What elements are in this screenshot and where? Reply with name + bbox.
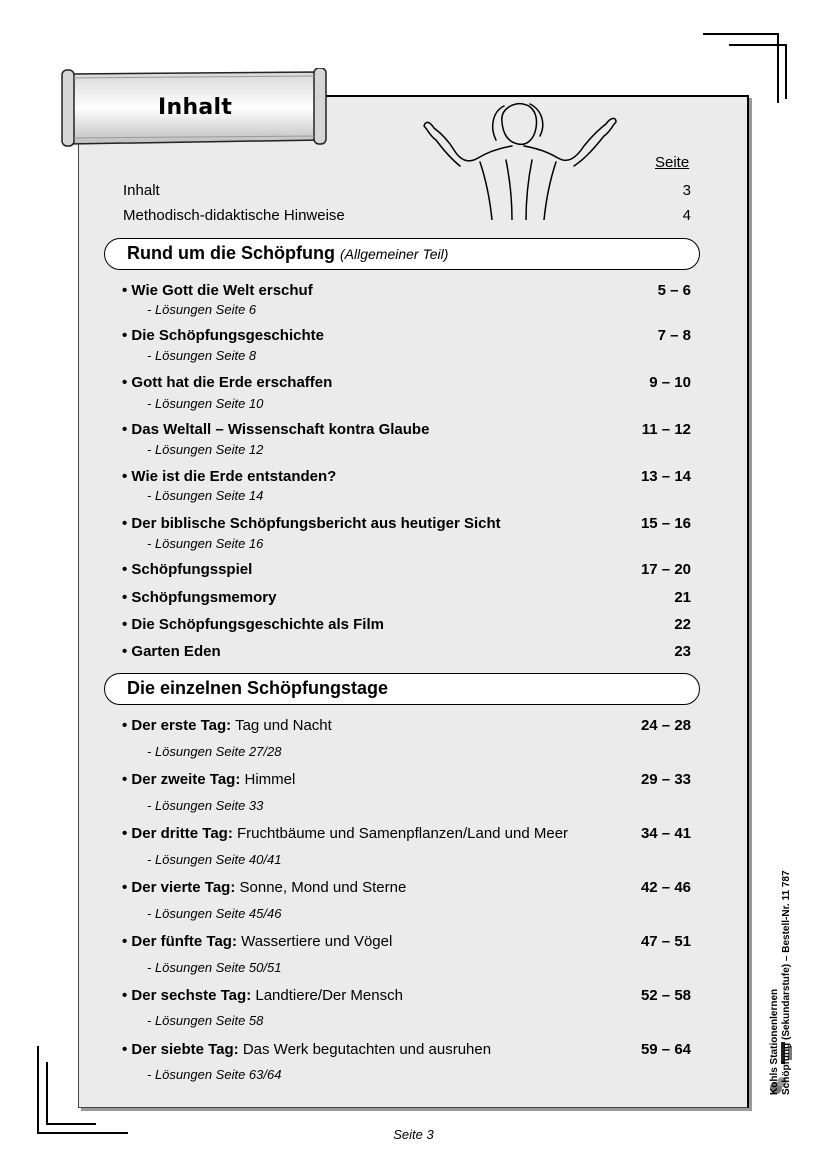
section-title-text: Die einzelnen Schöpfungstage — [127, 678, 389, 698]
toc-item-pages: 21 — [674, 589, 691, 606]
toc-item-pages: 11 – 12 — [641, 421, 691, 438]
toc-entry-inhalt: Inhalt — [123, 182, 160, 199]
toc-item-title: • Schöpfungsspiel — [122, 561, 253, 578]
toc-day-topic: Landtiere/Der Mensch — [251, 987, 403, 1004]
toc-item-pages: 59 – 64 — [640, 1041, 691, 1058]
toc-day-entry — [122, 987, 403, 1004]
toc-day-title: • Der siebte Tag: — [122, 1041, 239, 1058]
corner-bottom-left-v2 — [46, 1062, 48, 1125]
toc-item-solutions: - Lösungen Seite 40/41 — [147, 852, 282, 867]
toc-item-title: • Die Schöpfungsgeschichte als Film — [122, 616, 384, 633]
toc-day-topic: Fruchtbäume und Samenpflanzen/Land und Meer — [232, 825, 569, 842]
toc-day-entry — [122, 1041, 491, 1058]
toc-day-topic: Das Werk begutachten und ausruhen — [238, 1041, 492, 1058]
toc-day-title: • Der zweite Tag: — [122, 771, 241, 788]
toc-item-solutions: - Lösungen Seite 45/46 — [147, 906, 282, 921]
toc-item-pages: 9 – 10 — [649, 374, 691, 391]
section-title-paren: (Allgemeiner Teil) — [340, 246, 449, 262]
toc-page-hinweise: 4 — [682, 207, 691, 224]
publisher-info — [769, 870, 793, 1095]
toc-item-solutions: - Lösungen Seite 14 — [147, 488, 264, 503]
toc-item-solutions: - Lösungen Seite 12 — [147, 442, 264, 457]
corner-top-right-v2 — [785, 44, 787, 99]
toc-item-solutions: - Lösungen Seite 50/51 — [147, 960, 282, 975]
section-title — [127, 678, 388, 699]
toc-day-topic: Sonne, Mond und Sterne — [235, 879, 407, 896]
toc-item-pages: 5 – 6 — [657, 282, 691, 299]
corner-bottom-left-v1 — [37, 1046, 39, 1134]
toc-item-title: • Das Weltall – Wissenschaft kontra Glaube — [122, 421, 430, 438]
toc-item-pages: 47 – 51 — [640, 933, 691, 950]
toc-page-inhalt: 3 — [682, 182, 691, 199]
section-header-box — [104, 673, 700, 705]
toc-item-solutions: - Lösungen Seite 33 — [147, 798, 264, 813]
toc-item-title: • Wie Gott die Welt erschuf — [122, 282, 313, 299]
toc-item-pages: 23 — [674, 643, 691, 660]
section-header-box — [104, 238, 700, 270]
toc-day-entry — [122, 771, 295, 788]
toc-item-solutions: - Lösungen Seite 63/64 — [147, 1067, 282, 1082]
toc-item-pages: 13 – 14 — [640, 468, 691, 485]
toc-day-entry — [122, 879, 406, 896]
section-title — [127, 243, 448, 264]
toc-item-title: • Die Schöpfungsgeschichte — [122, 327, 324, 344]
toc-item-solutions: - Lösungen Seite 6 — [147, 302, 257, 317]
toc-item-title: • Garten Eden — [122, 643, 221, 660]
publisher-order: Schöpfung (Sekundarstufe) – Bestell-Nr. 11 787 — [781, 870, 792, 1095]
toc-item-solutions: - Lösungen Seite 16 — [147, 536, 264, 551]
corner-top-right-h1 — [703, 33, 779, 35]
toc-day-title: • Der sechste Tag: — [122, 987, 252, 1004]
toc-item-title: • Gott hat die Erde erschaffen — [122, 374, 333, 391]
publisher-series: Kohls Stationenlernen — [769, 988, 780, 1095]
toc-day-entry — [122, 933, 392, 950]
page-title: Inhalt — [158, 95, 233, 120]
page-number: Seite 3 — [393, 1127, 434, 1142]
toc-day-title: • Der dritte Tag: — [122, 825, 233, 842]
toc-item-solutions: - Lösungen Seite 58 — [147, 1013, 264, 1028]
corner-bottom-left-h2 — [46, 1123, 96, 1125]
toc-item-title: • Schöpfungsmemory — [122, 589, 277, 606]
toc-item-pages: 29 – 33 — [640, 771, 691, 788]
toc-item-pages: 17 – 20 — [640, 561, 691, 578]
toc-item-pages: 22 — [674, 616, 691, 633]
seite-column-header: Seite — [655, 154, 690, 171]
toc-day-topic: Wassertiere und Vögel — [236, 933, 393, 950]
toc-day-title: • Der vierte Tag: — [122, 879, 236, 896]
toc-item-solutions: - Lösungen Seite 8 — [147, 348, 257, 363]
toc-item-pages: 24 – 28 — [640, 717, 691, 734]
toc-item-pages: 34 – 41 — [640, 825, 691, 842]
toc-entry-hinweise: Methodisch-didaktische Hinweise — [123, 207, 345, 224]
toc-day-topic: Tag und Nacht — [231, 717, 332, 734]
corner-top-right-h2 — [729, 44, 786, 46]
toc-item-solutions: - Lösungen Seite 27/28 — [147, 744, 282, 759]
toc-day-title: • Der erste Tag: — [122, 717, 232, 734]
toc-item-pages: 7 – 8 — [657, 327, 691, 344]
toc-item-title: • Der biblische Schöpfungsbericht aus heutiger Sicht — [122, 515, 501, 532]
figure-raised-arms-illustration — [420, 100, 620, 220]
toc-day-entry — [122, 825, 568, 842]
toc-item-pages: 15 – 16 — [640, 515, 691, 532]
toc-day-topic: Himmel — [240, 771, 296, 788]
toc-day-entry — [122, 717, 332, 734]
toc-item-title: • Wie ist die Erde entstanden? — [122, 468, 337, 485]
toc-day-title: • Der fünfte Tag: — [122, 933, 237, 950]
section-title-text: Rund um die Schöpfung — [127, 243, 335, 263]
toc-item-pages: 42 – 46 — [640, 879, 691, 896]
toc-item-solutions: - Lösungen Seite 10 — [147, 396, 264, 411]
toc-item-pages: 52 – 58 — [640, 987, 691, 1004]
